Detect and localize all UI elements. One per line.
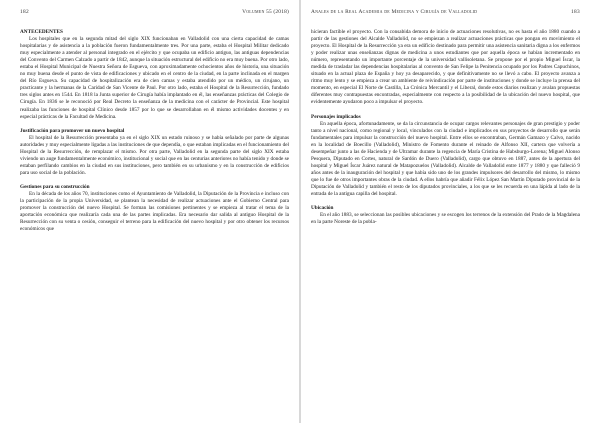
section-heading: Justificación para promover un nuevo hospital xyxy=(20,127,125,134)
left-page xyxy=(0,0,299,423)
section-heading: Gestiones para su construcción xyxy=(20,183,90,190)
right-page-number: 183 xyxy=(571,9,580,15)
right-page-body xyxy=(311,29,580,226)
left-page-body xyxy=(20,29,289,233)
left-page-header xyxy=(20,9,289,19)
body-paragraph: En la década de los años 70, instituciones como el Ayuntamiento de Valladolid, la Diputación de la Provincia e incluso con la participación de la propia Universidad, se plantean la necesidad de realizar actuaciones ante el Gobierno Central para promover la construcción del nuevo Hospital. Se forman las comisiones pertinentes y se empieza al tratar el tema de la aportación económica que realizaría cada una de las partes implicadas. Era necesario dar salida al antiguo Hospital de la Resurrección con su venta o cesión, conseguir el terreno para la edificación del nuevo hospital y por otro obtener los recursos económicos que xyxy=(20,190,289,233)
section-heading: ANTECEDENTES xyxy=(20,29,63,35)
body-paragraph: En aquella época, afortunadamente, se da la circunstancia de ocupar cargos relevantes personajes de gran prestigio y poder tanto a nivel nacional, como regional y local, vinculados con la ciudad e implicados en sus proyectos de desarrollo que serán fundamentales para impulsar la construcción del nuevo hospital. Entre ellos se encontraban, Germán Gamazo y Calvo, nacido en la localidad de Boecillo (Valladolid), Ministro de Fomento durante el reinado de Alfonso XII, cartera que volvería a desempeñar junto a las de Hacienda y de Ultramar durante la regencia de María Cristina de Habsburgo-Lorena; Miguel Alonso Pesquera, Diputado en Cortes, natural de Sardón de Duero (Valladolid), cargo que obtuvo en 1887, antes de la apertura del hospital y Miguel Íscar Juárez natural de Matapozuelos (Valladolid). Alcalde de Valladolid entre 1877 y 1880 y que falleció 9 años antes de la inauguración del hospital y que había sido uno de los grandes impulsores del desarrollo del mismo, lo mismo que lo fue de otros importantes obras de la ciudad. A ellos habría que añadir Félix López San Martín Diputado provincial de la Diputación de Valladolid y también el resto de los diputados provinciales, a los que se les recuerda en una lápida al lado de la entrada de la antigua capilla del hospital. xyxy=(311,120,580,198)
body-paragraph: En el año 1883, se seleccionan las posibles ubicaciones y se escogen los terrenos de la extensión del Prado de la Magdalena en la parte Noreste de la pobla- xyxy=(311,212,580,226)
right-page-header xyxy=(311,9,580,19)
section-spacer xyxy=(311,198,580,205)
section-spacer xyxy=(311,107,580,114)
section-heading: Ubicación xyxy=(311,205,334,212)
body-paragraph: Los hospitales que en la segunda mitad del siglo XIX funcionaban en Valladolid con una cierta capacidad de camas hospitalarias y de asistencia a la población fueron fundamentalmente tres. Por una parte, estaba el Hospital Militar dedicado muy especialmente a atender al personal integrado en el ejército y que ocupaba un edificio antiguo, las antiguas dependencias del Convento del Carmen Calzado a partir de 1842, aunque la situación estructural del edificio no era muy buena. Por otro lado, estaba el Hospital Municipal de Nuestra Señora de Esgueva, con aproximadamente ochocientos años de historia, una situación no muy buena desde el punto de vista de edificaciones y ubicado en el centro de la ciudad, en la parte inclinada en el margen del Río Esgueva. Su capacidad de hospitalización era de cien camas y estaba atendido por un médico, un cirujano, un practicante y la hermanas de la Caridad de San Vicente de Paul. Por otro lado, estaba el Hospital de la Resurrección, fundado tres siglos antes en 1544. En 1818 la Junta superior de Cirugía había implantado en él, las enseñanzas prácticas del Colegio de Cirugía. En 1836 se le reconoció por Real Decreto la enseñanza de la medicina con el carácter de Provincial. Este hospital realizaba las funciones de hospital Clínico desde 1857 por lo que se desarrollaban en él mismo actividades docentes y en especial prácticas de la Facultad de Medicina. xyxy=(20,36,289,120)
right-page xyxy=(301,0,600,423)
left-running-head: Volumen 55 (2018) xyxy=(242,9,289,15)
section-spacer xyxy=(20,177,289,184)
body-paragraph: hicieran factible el proyecto. Con la consabida demora de inicio de actuaciones resolutivas, no es hasta el año 1880 cuando a partir de las gestiones del Alcalde Valladolid, no se empiezan a realizar actuaciones prácticas que pongan en movimiento el proyecto. El Hospital de la Resurrección ya era un edificio destinado para permitir una asistencia sanitaria digna a los enfermos y poder realizar unas enseñanzas dignas de medicina a unos estudiantes que por aquella época se habían incrementado en número, representando un importante porcentaje de la universidad vallisoletana. Se propone por el propio Miguel Íscar, la medida de trasladar las dependencias hospitalarias al convento de San Felipe la Penitencia ocupado por los Padres Capuchinos, situado en la actual plaza de España y hoy ya desaparecido, y que definitivamente no se llevó a cabo. El proyecto avanza a ritmo muy lento y se empieza a crear un ambiente de reivindicación por parte de instituciones y donde se incluye la prensa del momento, en especial El Norte de Castilla, La Crónica Mercantil y el Liberal, donde estos diarios realizan y avalan propuestas diferentes muy contrapuestas encontradas, especialmente con respecto a la posibilidad de la ubicación del nuevo hospital, que evidentemente ayudaron poco a impulsar el proyecto. xyxy=(311,29,580,106)
right-running-head: Anales de la Real Academia de Medicina y Cirugía de Valladolid xyxy=(311,9,478,15)
left-page-number: 182 xyxy=(20,9,29,15)
section-spacer xyxy=(20,121,289,128)
section-heading: Personajes implicados xyxy=(311,113,361,120)
body-paragraph: El hospital de la Resurrección presentaba ya en el siglo XIX un estado ruinoso y se había señalado por parte de algunas autoridades y muy especialmente ligadas a las instituciones de que dependía, o que estaban implicadas en el funcionamiento del Hospital de la Resurrección, de remplazar el mismo. Por otra parte, Valladolid en la segunda parte del siglo XIX estaba viviendo un auge fundamentalmente económico, institucional y social que en las centurias anteriores no había tenido y donde se estaban perfilando cambios en la ciudad en sus instituciones, pero también en su urbanismo y en la construcción de edificios para uso social de la población. xyxy=(20,134,289,176)
